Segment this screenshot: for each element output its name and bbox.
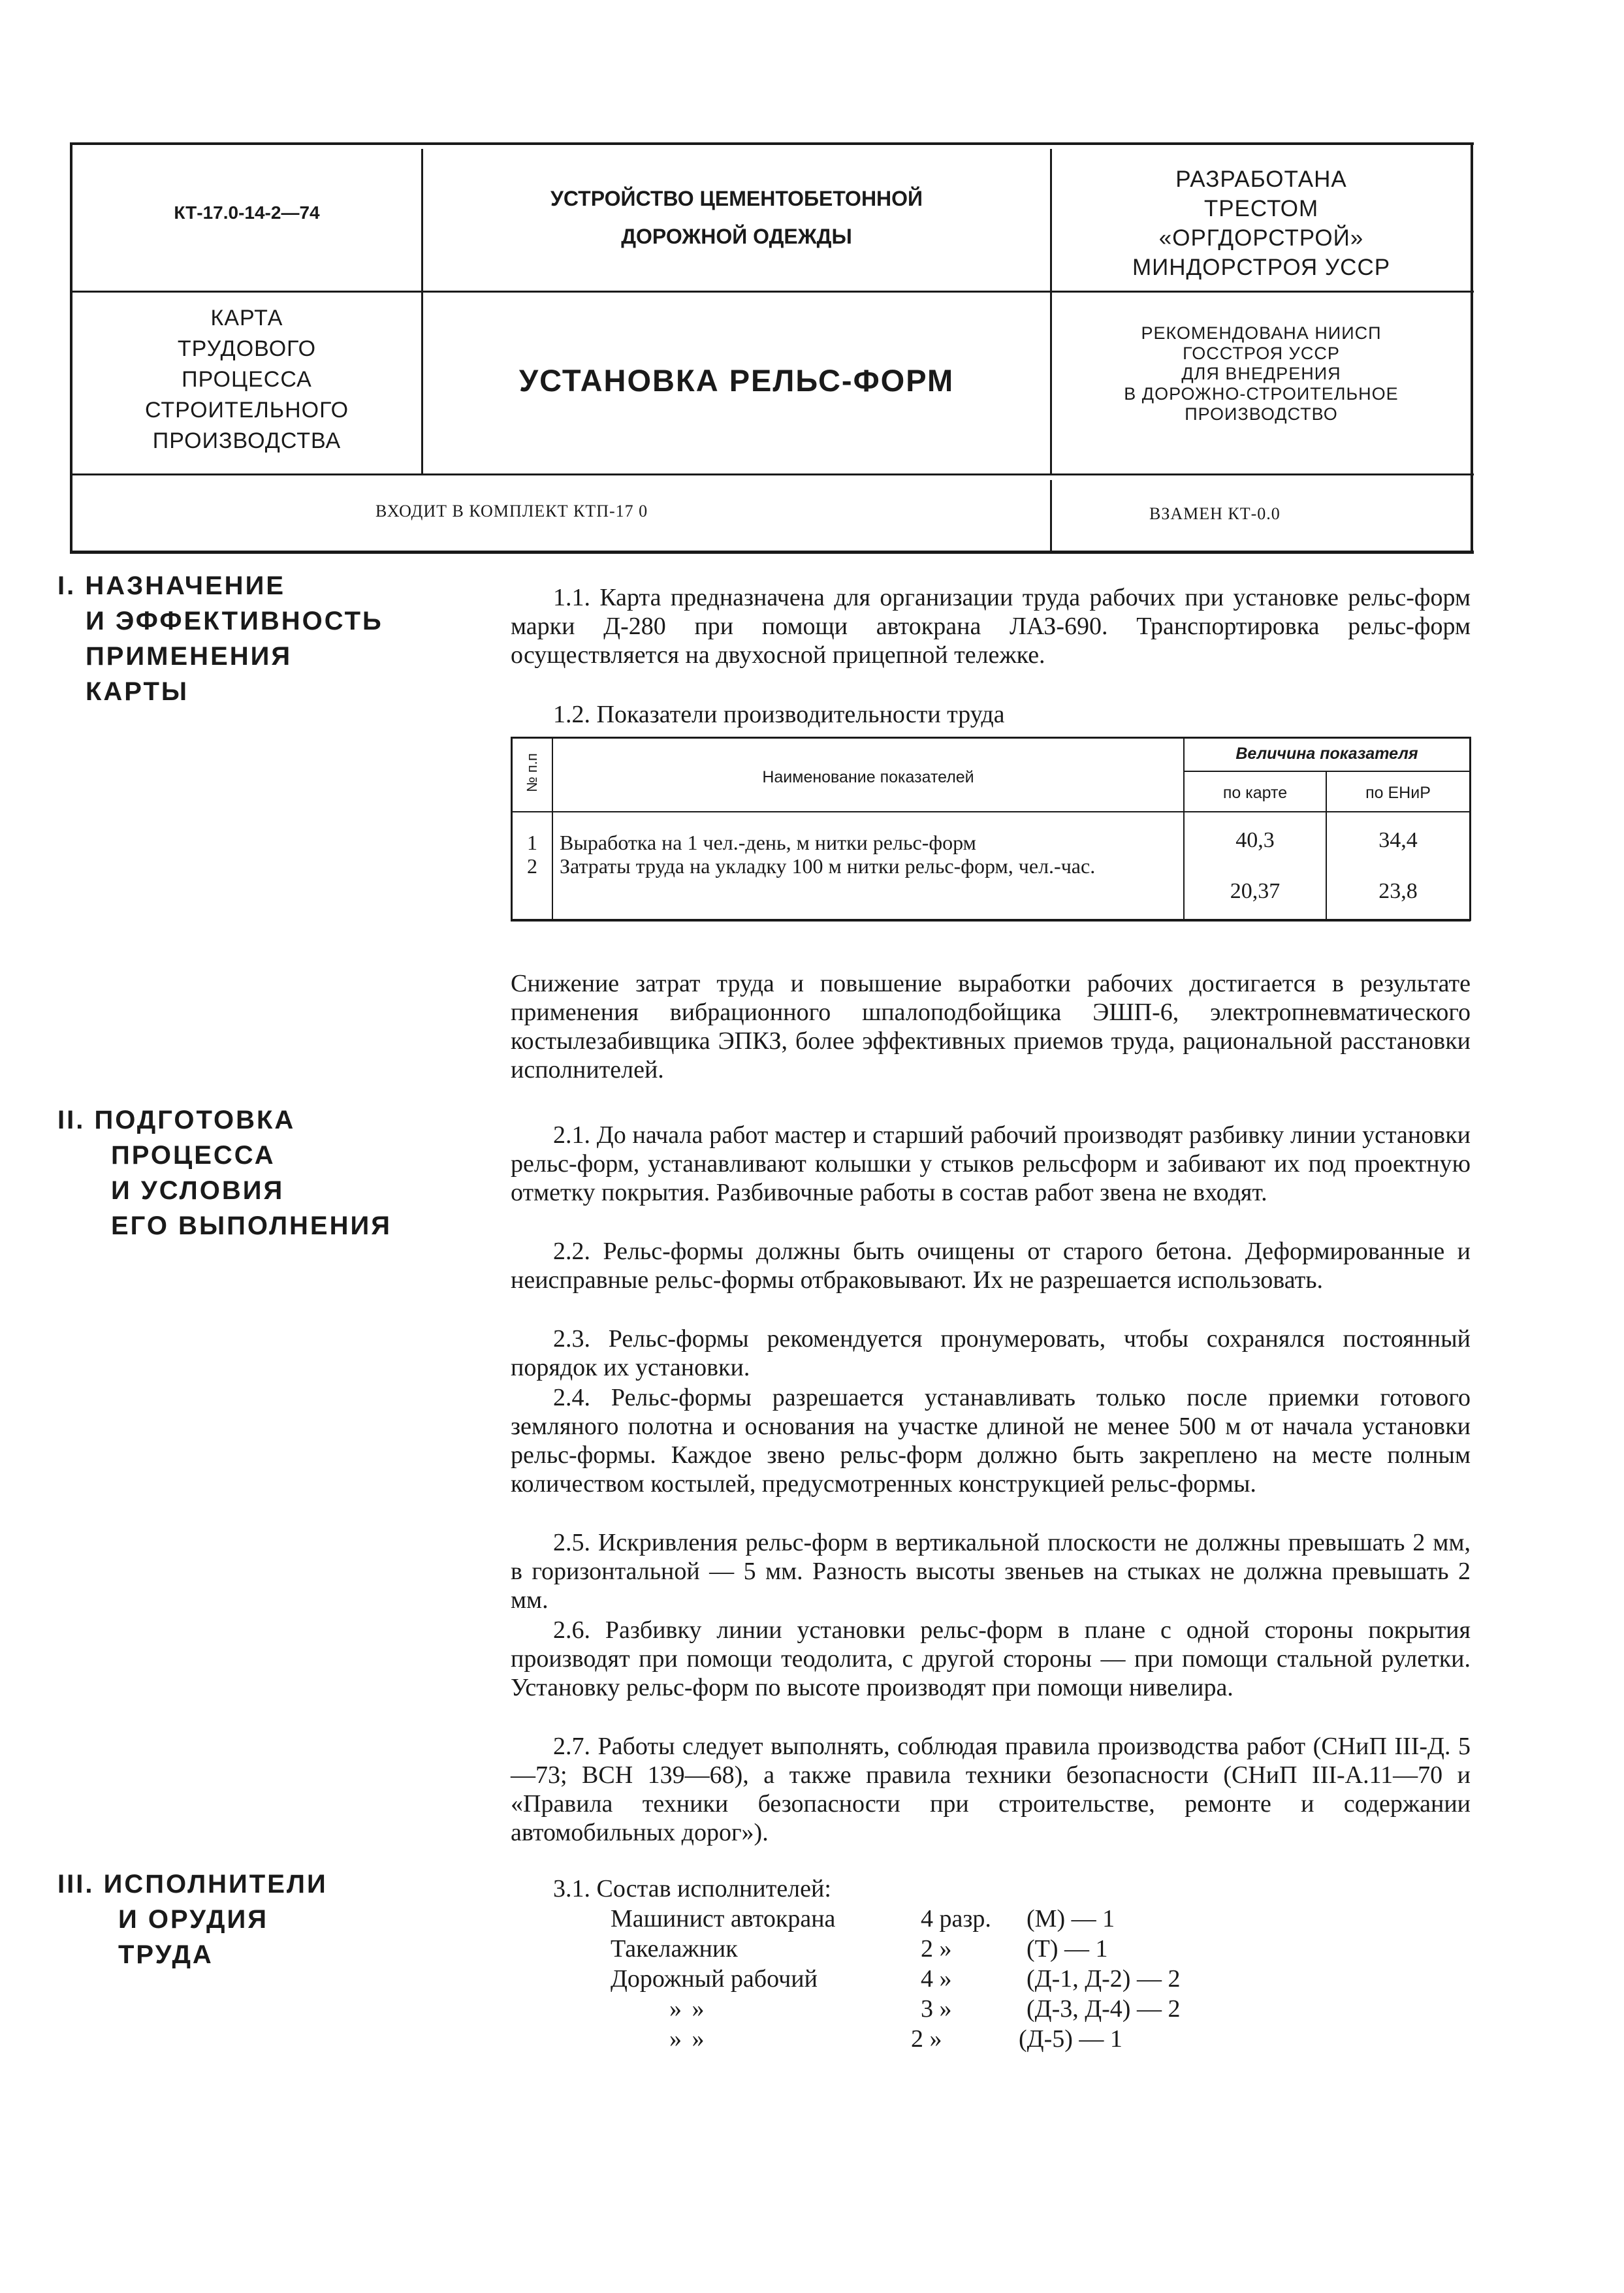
- section-heading-line: ПРИМЕНЕНИЯ: [86, 642, 293, 671]
- paragraph-3-1: 3.1. Состав исполнителей:: [553, 1875, 831, 1902]
- developed-by-line: РАЗРАБОТАНА: [1175, 167, 1347, 192]
- main-title: УСТАНОВКА РЕЛЬС-ФОРМ: [518, 363, 955, 398]
- staff-grade: 4 разр.: [921, 1905, 991, 1932]
- section-heading-line: И ЭФФЕКТИВНОСТЬ: [86, 607, 383, 635]
- card-type-line: КАРТА: [210, 306, 283, 330]
- staff-code: (Д-1, Д-2) — 2: [1027, 1965, 1181, 1993]
- paragraph-2-6: 2.6. Разбивку линии установки рельс-форм в плане с одной стороны покрытия производят при помощи теодолита, с другой стороны — при помощи стальной рулетки. Установку рельс-форм по высоте производят при помощи нивелира.: [511, 1616, 1471, 1701]
- table-row-name: Затраты труда на укладку 100 м нитки рельс-форм, чел.-час.: [560, 854, 1096, 878]
- section-heading-line: КАРТЫ: [86, 677, 189, 706]
- recommended-by-line: ГОССТРОЯ УССР: [1183, 344, 1340, 363]
- developed-by-line: МИНДОРСТРОЯ УССР: [1132, 255, 1391, 280]
- staff-code: (М) — 1: [1027, 1905, 1115, 1932]
- section-heading-line: II. ПОДГОТОВКА: [57, 1106, 296, 1134]
- section-heading-line: I. НАЗНАЧЕНИЕ: [57, 571, 285, 600]
- paragraph-2-1: 2.1. До начала работ мастер и старший рабочий производят разбивку линии установки рельс-форм, устанавливают колышки у стыков рельсформ и забивают их под проектную отметку покрытия. Разбивочные работы в состав работ звена не входят.: [511, 1121, 1471, 1206]
- staff-role: Дорожный рабочий: [611, 1965, 818, 1993]
- staff-grade: 2 »: [911, 2025, 942, 2053]
- recommended-by-line: ДЛЯ ВНЕДРЕНИЯ: [1181, 364, 1341, 383]
- section-heading-line: И УСЛОВИЯ: [111, 1176, 285, 1205]
- staff-role: » »: [669, 1995, 705, 2023]
- recommended-by-line: В ДОРОЖНО-СТРОИТЕЛЬНОЕ: [1124, 384, 1399, 404]
- table-row-name: Выработка на 1 чел.-день, м нитки рельс-форм: [560, 831, 976, 854]
- column-header-name: Наименование показателей: [762, 768, 974, 786]
- staff-role: Такелажник: [611, 1935, 738, 1963]
- paragraph-2-3: 2.3. Рельс-формы рекомендуется пронумеровать, чтобы сохранялся постоянный порядок их установки.: [511, 1325, 1471, 1381]
- card-type-line: СТРОИТЕЛЬНОГО: [144, 398, 349, 423]
- document-title-line: ДОРОЖНОЙ ОДЕЖДЫ: [621, 225, 852, 248]
- section-3-heading: [57, 1867, 482, 1972]
- column-header-card: по карте: [1222, 784, 1288, 802]
- staff-code: (Д-5) — 1: [1019, 2025, 1122, 2053]
- section-heading-line: И ОРУДИЯ: [118, 1905, 268, 1934]
- staff-code: (Т) — 1: [1027, 1935, 1108, 1963]
- paragraph-1-2: 1.2. Показатели производительности труда: [553, 701, 1005, 728]
- set-info: ВХОДИТ В КОМПЛЕКТ КТП-17 0: [375, 502, 648, 521]
- table-row-number: 1: [527, 831, 537, 854]
- table-cell-card-value: 40,3: [1235, 828, 1275, 852]
- document-title-line: УСТРОЙСТВО ЦЕМЕНТОБЕТОННОЙ: [550, 187, 923, 210]
- paragraph-2-4: 2.4. Рельс-формы разрешается устанавливать только после приемки готового земляного полотна и основания на участке длиной не менее 500 м от начала установки рельс-формы. Каждое звено рельс-форм должно быть закреплено на месте полным количеством костылей, предусмотренных конструкцией рельс-формы.: [511, 1384, 1471, 1498]
- paragraph-1-1: 1.1. Карта предназначена для организации труда рабочих при установке рельс-форм марки Д-280 при помощи автокрана ЛАЗ-690. Транспортировка рельс-форм осуществляется на двухосной прицепной тележке.: [511, 584, 1471, 669]
- staff-grade: 4 »: [921, 1965, 952, 1993]
- document-code: КТ-17.0-14-2—74: [174, 202, 320, 223]
- card-type-line: ПРОЦЕССА: [182, 367, 312, 392]
- card-type-line: ПРОИЗВОДСТВА: [152, 428, 342, 453]
- section-heading-line: ЕГО ВЫПОЛНЕНИЯ: [111, 1211, 392, 1240]
- staff-grade: 3 »: [921, 1995, 952, 2023]
- recommended-by: [1052, 323, 1471, 425]
- paragraph-summary: Снижение затрат труда и повышение выработки рабочих достигается в результате применения вибрационного шпалоподбойщика ЭШП-6, электропневматического костылезабивщика ЭПКЗ, более эффективных приемов труда, рациональной расстановки исполнителей.: [511, 970, 1471, 1083]
- staff-role: Машинист автокрана: [611, 1905, 836, 1932]
- document-title: [423, 180, 1050, 255]
- section-2-heading: [57, 1102, 482, 1243]
- recommended-by-line: РЕКОМЕНДОВАНА НИИСП: [1141, 323, 1382, 343]
- developed-by-line: ТРЕСТОМ: [1203, 196, 1319, 221]
- staff-grade: 2 »: [921, 1935, 952, 1963]
- staff-role: » »: [669, 2025, 705, 2053]
- table-cell-card-value: 20,37: [1230, 879, 1281, 903]
- developed-by-line: «ОРГДОРСТРОЙ»: [1158, 225, 1364, 251]
- section-heading-line: ТРУДА: [118, 1940, 214, 1969]
- replaces-info: ВЗАМЕН КТ-0.0: [1149, 504, 1281, 523]
- section-heading-line: III. ИСПОЛНИТЕЛИ: [57, 1870, 328, 1899]
- table-cell-enir-value: 34,4: [1378, 828, 1418, 852]
- paragraph-2-7: 2.7. Работы следует выполнять, соблюдая правила производства работ (СНиП III-Д. 5—73; ВСН 139—68), а также правила техники безопасности (СНиП III-А.11—70 и «Правила техники безопасности при строительстве, ремонте и содержании автомобильных дорог»).: [511, 1733, 1471, 1846]
- column-header-enir: по ЕНиР: [1365, 784, 1431, 802]
- paragraph-2-2: 2.2. Рельс-формы должны быть очищены от старого бетона. Деформированные и неисправные рельс-формы отбраковывают. Их не разрешается использовать.: [511, 1238, 1471, 1294]
- table-cell-enir-value: 23,8: [1378, 879, 1418, 903]
- section-1-heading: [57, 568, 449, 709]
- table-row-number: 2: [527, 854, 537, 878]
- staff-code: (Д-3, Д-4) — 2: [1027, 1995, 1181, 2023]
- column-header-number: № п.п: [524, 753, 540, 792]
- column-header-value: Величина показателя: [1235, 745, 1418, 763]
- recommended-by-line: ПРОИЗВОДСТВО: [1185, 404, 1338, 424]
- section-heading-line: ПРОЦЕССА: [111, 1141, 276, 1170]
- card-type-line: ТРУДОВОГО: [177, 336, 317, 361]
- developed-by: [1052, 165, 1471, 282]
- paragraph-2-5: 2.5. Искривления рельс-форм в вертикальной плоскости не должны превышать 2 мм, в горизонтальной — 5 мм. Разность высоты звеньев на стыках не должна превышать 2 мм.: [511, 1529, 1471, 1614]
- card-type: [72, 303, 421, 457]
